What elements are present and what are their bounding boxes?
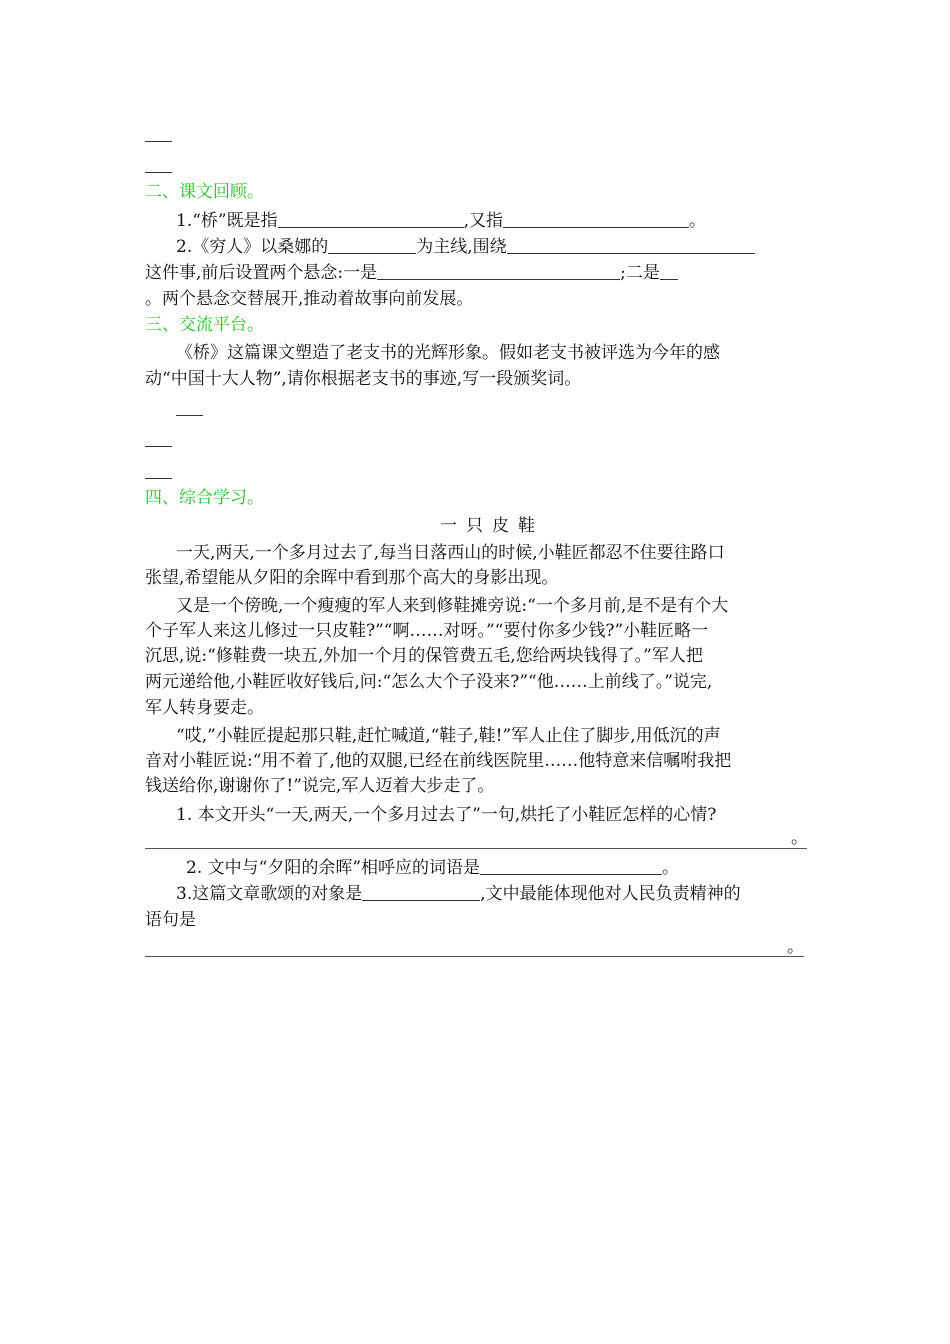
answer-line[interactable] xyxy=(145,956,804,957)
story-line: 两元递给他,小鞋匠收好钱后,问:“怎么大个子没来?”“他……上前线了。”说完, xyxy=(145,672,713,692)
story-line: 一天,两天,一个多月过去了,每当日落西山的时候,小鞋匠都忍不住要往路口 xyxy=(176,543,725,563)
question-text: 。 xyxy=(689,211,707,231)
story-line: 钱送给你,谢谢你了!”说完,军人迈着大步走了。 xyxy=(145,776,495,796)
question-bridge-meaning xyxy=(176,210,706,232)
question-text: 2. 文中与“夕阳的余晖”相呼应的词语是 xyxy=(186,858,481,878)
question-text: 3.这篇文章歌颂的对象是 xyxy=(176,884,363,904)
answer-line-stub xyxy=(145,478,172,479)
section-heading-exchange: 三、交流平台。 xyxy=(145,315,264,335)
question-text: ;二是 xyxy=(620,263,660,283)
answer-blank[interactable] xyxy=(278,211,464,228)
story-line: 张望,希望能从夕阳的余晖中看到那个高大的身影出现。 xyxy=(145,568,559,588)
question-text-continued: 。两个悬念交替展开,推动着故事向前发展。 xyxy=(145,289,474,309)
question-text-continued: 语句是 xyxy=(145,910,196,930)
question-text: 1.“桥”既是指 xyxy=(176,211,278,231)
question-end-mark: 。 xyxy=(791,828,808,848)
question-suspense-line xyxy=(145,262,678,284)
question-text: 2.《穷人》以桑娜的 xyxy=(176,237,329,257)
prompt-line: 动“中国十大人物”,请你根据老支书的事迹,写一段颁奖词。 xyxy=(145,369,582,389)
answer-blank[interactable] xyxy=(328,237,416,254)
section-heading-review: 二、课文回顾。 xyxy=(145,182,264,202)
story-line: 音对小鞋匠说:“用不着了,他的双腿,已经在前线医院里……他特意来信嘱咐我把 xyxy=(145,751,732,771)
answer-line[interactable] xyxy=(145,848,807,849)
question-end-mark: 。 xyxy=(787,937,804,957)
question-text: 这件事,前后设置两个悬念:一是 xyxy=(145,263,378,283)
answer-blank[interactable] xyxy=(503,211,689,228)
story-title: 一只皮鞋 xyxy=(440,516,544,536)
story-line: 军人转身要走。 xyxy=(145,698,264,718)
story-line: 又是一个傍晚,一个瘦瘦的军人来到修鞋摊旁说:“一个多月前,是不是有个大 xyxy=(176,596,729,616)
prompt-line: 《桥》这篇课文塑造了老支书的光辉形象。假如老支书被评选为今年的感 xyxy=(176,343,720,363)
answer-blank[interactable] xyxy=(362,884,480,901)
question-poor-people xyxy=(176,236,755,258)
question-echo-word xyxy=(186,857,679,879)
answer-line-stub xyxy=(145,141,172,142)
section-heading-comprehensive: 四、综合学习。 xyxy=(145,488,264,508)
question-text: 。 xyxy=(662,858,680,878)
question-text: 为主线,围绕 xyxy=(416,237,507,257)
story-line: “哎,”小鞋匠提起那只鞋,赶忙喊道,“鞋子,鞋!”军人止住了脚步,用低沉的声 xyxy=(176,726,721,746)
answer-blank[interactable] xyxy=(377,263,620,280)
answer-line-stub xyxy=(145,172,172,173)
answer-line-stub xyxy=(145,446,172,447)
answer-blank[interactable] xyxy=(480,858,662,875)
answer-line-stub xyxy=(176,415,203,416)
answer-blank[interactable] xyxy=(660,263,678,280)
story-line: 个子军人来这儿修过一只皮鞋?”“啊……对呀。”“要付你多少钱?”小鞋匠略一 xyxy=(145,621,709,641)
question-mood: 1. 本文开头“一天,两天,一个多月过去了”一句,烘托了小鞋匠怎样的心情? xyxy=(176,805,717,825)
question-text: ,又指 xyxy=(463,211,504,231)
question-text: ,文中最能体现他对人民负责精神的 xyxy=(480,884,741,904)
answer-blank[interactable] xyxy=(507,237,755,254)
question-praise-object xyxy=(176,883,741,905)
story-line: 沉思,说:“修鞋费一块五,外加一个月的保管费五毛,您给两块钱得了。”军人把 xyxy=(145,646,703,666)
